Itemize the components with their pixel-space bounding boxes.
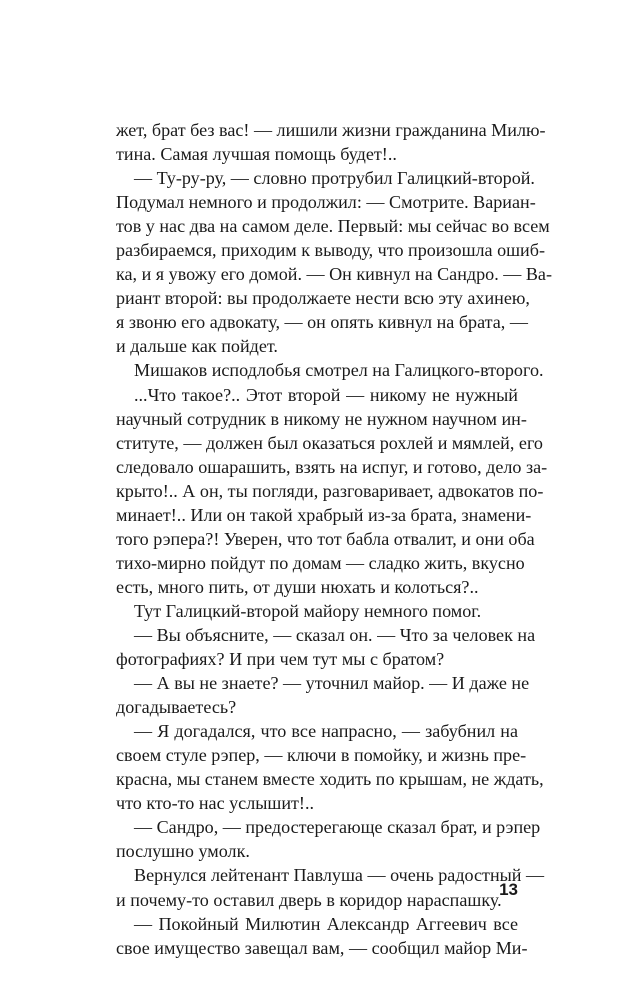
text-line: риант второй: вы продолжаете нести всю эту ахинею, — [116, 288, 530, 309]
text-line: Мишаков исподлобья смотрел на Галицкого-второго. — [134, 360, 544, 381]
text-line: — Покойный Милютин Александр Аггеевич все — [134, 913, 518, 934]
text-line: следовало ошарашить, взять на испуг, и готово, дело за- — [116, 456, 548, 477]
text-line: ка, и я увожу его домой. — Он кивнул на Сандро. — Ва- — [116, 264, 552, 285]
text-line: тина. Самая лучшая помощь будет!.. — [116, 144, 397, 165]
text-line: ституте, — должен был оказаться рохлей и мямлей, его — [116, 432, 543, 453]
text-line: — Вы объясните, — сказал он. — Что за человек на — [134, 624, 536, 645]
text-line: разбираемся, приходим к выводу, что произошла ошиб- — [116, 240, 545, 261]
text-line: свое имущество завещал вам, — сообщил майор Ми- — [116, 937, 528, 958]
text-line: жет, брат без вас! — лишили жизни гражданина Милю- — [116, 120, 546, 140]
text-line: — А вы не знаете? — уточнил майор. — И даже не — [134, 673, 530, 694]
text-line: тихо-мирно пойдут по домам — сладко жить, вкусно — [116, 552, 525, 573]
text-line: что кто-то нас услышит!.. — [116, 793, 314, 814]
text-line: я звоню его адвокату, — он опять кивнул на брата, — — [116, 312, 528, 333]
text-line: минает!.. Или он такой храбрый из-за брата, знамени- — [116, 504, 532, 525]
text-line: своем стуле рэпер, — ключи в помойку, и жизнь пре- — [116, 745, 527, 766]
page-body-text — [116, 118, 552, 960]
text-line: того рэпера?! Уверен, что тот бабла отвалит, и они оба — [116, 528, 535, 549]
text-line: научный сотрудник в никому не нужном научном ин- — [116, 408, 527, 429]
text-line: и дальше как пойдет. — [116, 336, 278, 357]
text-line: — Ту-ру-ру, — словно протрубил Галицкий-второй. — [134, 168, 535, 189]
text-line: Вернулся лейтенант Павлуша — очень радостный — — [134, 865, 545, 886]
text-line: красна, мы станем вместе ходить по крышам, не ждать, — [116, 769, 544, 790]
text-line: Подумал немного и продолжил: — Смотрите. Вариан- — [116, 192, 536, 213]
page-number: 13 — [499, 880, 518, 899]
text-line: и почему-то оставил дверь в коридор нараспашку. — [116, 889, 502, 910]
text-line: — Я догадался, что все напрасно, — забубнил на — [134, 721, 518, 742]
text-line: догадываетесь? — [116, 697, 237, 718]
text-line: фотографиях? И при чем тут мы с братом? — [116, 649, 445, 670]
text-line: Тут Галицкий-второй майору немного помог. — [134, 600, 482, 621]
text-line: есть, много пить, от души нюхать и колоться?.. — [116, 576, 479, 597]
text-line: ...Что такое?.. Этот второй — никому не нужный — [134, 384, 518, 405]
text-line: тов у нас два на самом деле. Первый: мы сейчас во всем — [116, 216, 550, 237]
text-line: послушно умолк. — [116, 841, 250, 862]
text-line: крыто!.. А он, ты погляди, разговаривает, адвокатов по- — [116, 480, 544, 501]
text-line: — Сандро, — предостерегающе сказал брат, и рэпер — [134, 817, 541, 838]
